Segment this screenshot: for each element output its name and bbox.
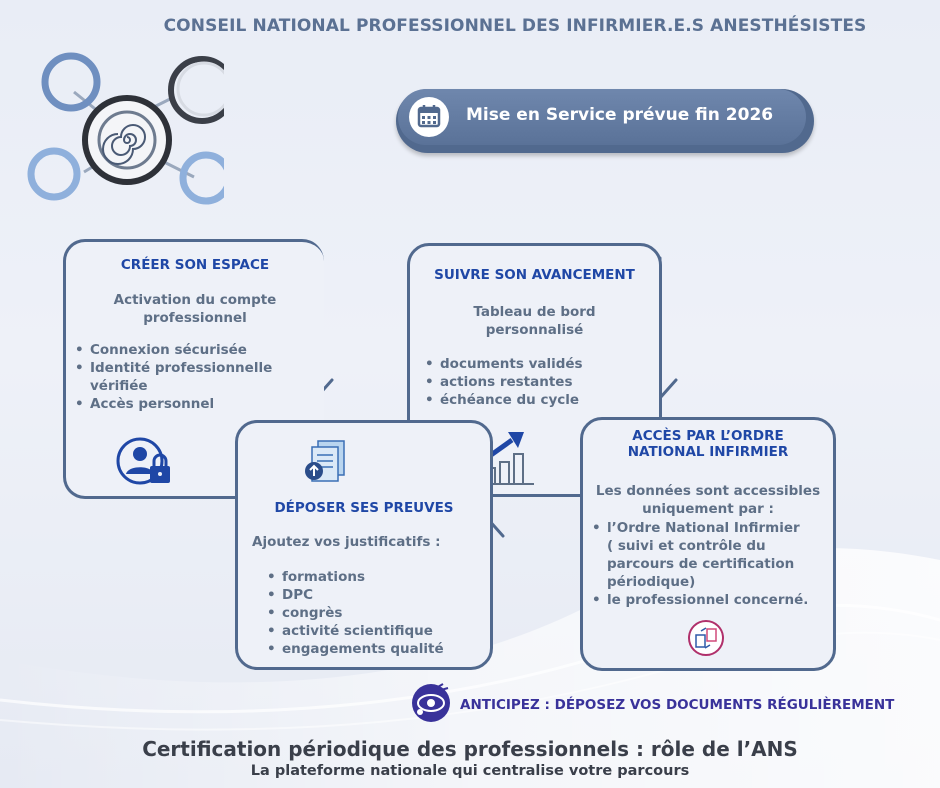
list-item: • congrès <box>264 604 444 622</box>
card-deposer-title: DÉPOSER SES PREUVES <box>274 500 454 516</box>
page-title: CONSEIL NATIONAL PROFESSIONNEL DES INFIRMIER.E.S ANESTHÉSISTES <box>163 16 867 36</box>
list-item: • l’Ordre National Infirmier <box>589 519 833 537</box>
card-creer-title: CRÉER SON ESPACE <box>120 257 270 273</box>
card-suivre-subtitle-2: personnalisé <box>485 322 584 338</box>
card-acces-title-2: NATIONAL INFIRMIER <box>627 444 789 460</box>
list-item: • Connexion sécurisée <box>72 341 324 359</box>
list-item: • engagements qualité <box>264 640 444 658</box>
card-creer-subtitle-1: Activation du compte <box>113 292 277 308</box>
user-lock-icon <box>114 434 178 490</box>
list-item-continuation: ( suivi et contrôle du <box>607 538 766 554</box>
banner-label: Mise en Service prévue fin 2026 <box>466 105 774 125</box>
callout-text: ANTICIPEZ : DÉPOSEZ VOS DOCUMENTS RÉGULIÈREMENT <box>460 697 895 713</box>
card-acces-title-1: ACCÈS PAR L’ORDRE <box>632 428 784 444</box>
card-deposer-preuves <box>235 420 493 670</box>
card-acces-intro-2: uniquement par : <box>642 501 774 517</box>
card-suivre-title: SUIVRE SON AVANCEMENT <box>434 267 635 283</box>
card-suivre-subtitle-1: Tableau de bord <box>473 304 596 320</box>
list-item: • le professionnel concerné. <box>589 591 833 609</box>
list-item-continuation: parcours de certification <box>607 556 795 572</box>
list-item: • Identité professionnelle <box>72 359 324 377</box>
list-item: • documents validés <box>422 355 659 373</box>
document-upload-icon <box>302 435 352 489</box>
footer-title: Certification périodique des professionnels : rôle de l’ANS <box>142 737 798 761</box>
card-deposer-subtitle: Ajoutez vos justificatifs : <box>252 534 441 550</box>
card-acces-ordre <box>580 417 836 671</box>
list-item-continuation: vérifiée <box>90 378 148 394</box>
list-item: • actions restantes <box>422 373 659 391</box>
list-item-continuation: périodique) <box>607 574 696 590</box>
list-item: • échéance du cycle <box>422 391 659 409</box>
list-item: • activité scientifique <box>264 622 444 640</box>
data-exchange-icon <box>686 618 726 658</box>
list-item: • DPC <box>264 586 444 604</box>
footer-subtitle: La plateforme nationale qui centralise votre parcours <box>250 763 690 779</box>
card-acces-intro-1: Les données sont accessibles <box>595 483 821 499</box>
list-item: • Accès personnel <box>72 395 324 413</box>
list-item: • formations <box>264 568 444 586</box>
card-creer-subtitle-2: professionnel <box>143 310 247 326</box>
eye-target-icon <box>408 680 454 726</box>
